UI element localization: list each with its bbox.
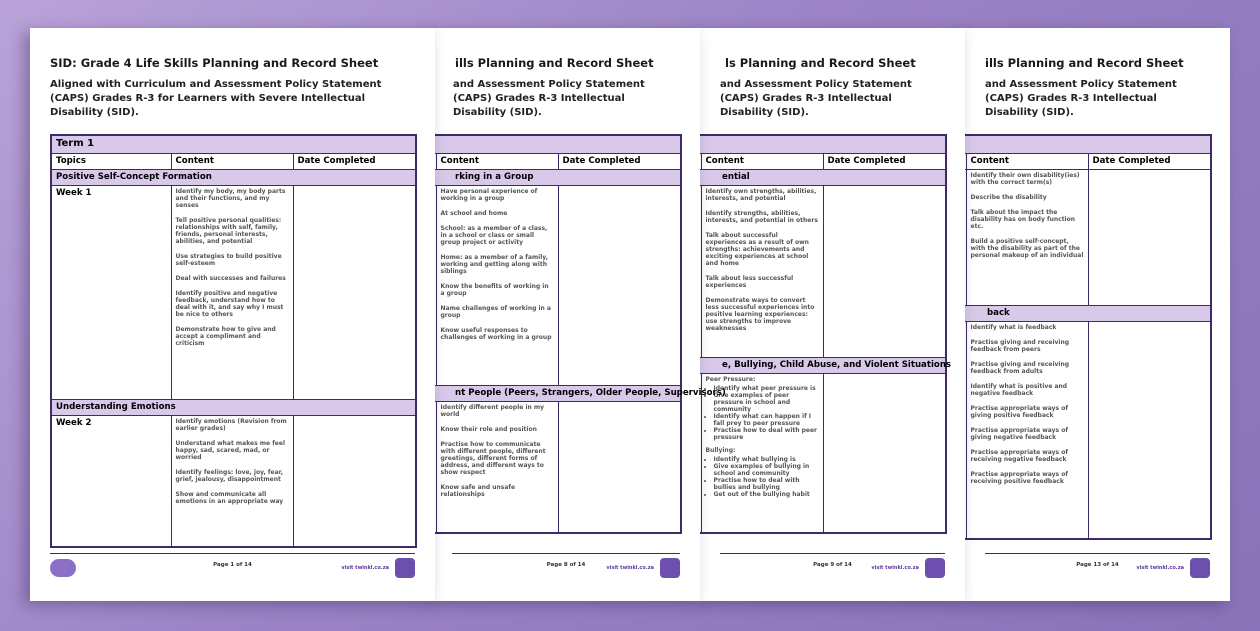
content-cell: Peer Pressure: • Identify what peer pressure is • Give examples of peer pressure in school and community • Identify what can happen if I fall prey to peer pressure • Practise how to deal with peer pressure Bullying: • Identify what bullying is • Give examples of bullying in school and community • Practise how to deal with bullies and bullying • Get out of the bullying habit	[701, 373, 823, 533]
week-label: Week 1	[51, 185, 171, 399]
section-heading: Positive Self-Concept Formation	[51, 169, 416, 185]
sheet-footer	[50, 553, 415, 575]
sheet-title: ills Planning and Record Sheet	[985, 56, 1184, 70]
sheet-footer	[985, 553, 1210, 575]
col-header-topics: Topics	[51, 153, 171, 169]
sheet-subtitle: and Assessment Policy Statement (CAPS) Grades R-3 Intellectual Disability (SID).	[720, 79, 912, 118]
sheet-footer	[720, 553, 945, 575]
term-heading: Term 1	[51, 135, 416, 153]
twinkl-badge-icon	[660, 558, 680, 578]
content-cell: Identify my body, my body parts and their functions, and my senses Tell positive personal qualities: relationships with self, family, friends, personal interests, abilities, and potential Use strategies to build positive self-esteem Deal with successes and failures Identify positive and negative feedback, understand how to deal with it, and say why I must be nice to others Demonstrate how to give and accept a compliment and criticism	[171, 185, 293, 399]
section-heading: back	[846, 305, 1211, 321]
section-heading: ential	[581, 169, 946, 185]
section-heading: e, Bullying, Child Abuse, and Violent Situations	[581, 357, 946, 373]
col-header-date: Date Completed	[293, 153, 416, 169]
col-header-date: Date Completed	[558, 153, 681, 169]
col-header-content: Content	[701, 153, 823, 169]
website-link: visit twinkl.co.za	[606, 564, 654, 571]
section-heading: rking in a Group	[316, 169, 681, 185]
page-sheet-1	[30, 28, 435, 601]
page-sheet-4	[965, 28, 1230, 601]
content-cell: Identify their own disability(ies) with the correct term(s) Describe the disability Talk about the impact the disability has on body function etc. Build a positive self-concept, with the disability as part of the personal makeup of an individual	[966, 169, 1088, 305]
page-number: Page 9 of 14	[813, 562, 852, 568]
col-header-content: Content	[966, 153, 1088, 169]
sheet-subtitle: and Assessment Policy Statement (CAPS) Grades R-3 Intellectual Disability (SID).	[453, 79, 645, 118]
twinkl-badge-icon	[395, 558, 415, 578]
col-header-content: Content	[171, 153, 293, 169]
sheet-subtitle: and Assessment Policy Statement (CAPS) Grades R-3 Intellectual Disability (SID).	[985, 79, 1177, 118]
sheet-title: SID: Grade 4 Life Skills Planning and Record Sheet	[50, 56, 379, 70]
sheet-title: ls Planning and Record Sheet	[725, 56, 916, 70]
planning-table	[50, 134, 417, 548]
col-header-date: Date Completed	[823, 153, 946, 169]
website-link: visit twinkl.co.za	[1136, 564, 1184, 571]
sheet-footer	[452, 553, 680, 575]
section-heading: Understanding Emotions	[51, 399, 416, 415]
week-label: Week 2	[51, 415, 171, 547]
twinkl-badge-icon	[1190, 558, 1210, 578]
section-heading: nt People (Peers, Strangers, Older People, Supervisors)	[316, 385, 681, 401]
website-link: visit twinkl.co.za	[341, 564, 389, 571]
sheet-title: ills Planning and Record Sheet	[455, 56, 654, 70]
date-cell[interactable]	[293, 185, 416, 399]
page-sheet-2	[432, 28, 726, 601]
website-link: visit twinkl.co.za	[871, 564, 919, 571]
date-cell[interactable]	[293, 415, 416, 547]
content-cell: Identify different people in my world Know their role and position Practise how to communicate with different people, different greetings, different forms of address, and different ways to show respect Know safe and unsafe relationships	[436, 401, 558, 533]
col-header-content: Content	[436, 153, 558, 169]
page-number: Page 8 of 14	[546, 562, 586, 568]
sheet-subtitle: Aligned with Curriculum and Assessment Policy Statement (CAPS) Grades R-3 for Learners with Severe Intellectual Disability (SID).	[50, 79, 382, 118]
twinkl-logo-icon	[50, 559, 76, 577]
content-cell: Identify what is feedback Practise giving and receiving feedback from peers Practise giving and receiving feedback from adults Identify what is positive and negative feedback Practise appropriate ways of giving positive feedback Practise appropriate ways of giving negative feedback Practise appropriate ways of receiving negative feedback Practise appropriate ways of receiving positive feedback	[966, 321, 1088, 539]
page-number: Page 13 of 14	[1076, 562, 1119, 568]
twinkl-badge-icon	[925, 558, 945, 578]
col-header-date: Date Completed	[1088, 153, 1211, 169]
content-cell: Identify emotions (Revision from earlier grades) Understand what makes me feel happy, sad, scared, mad, or worried Identify feelings: love, joy, fear, grief, jealousy, disappointment Show and communicate all emotions in an appropriate way	[171, 415, 293, 547]
content-cell: Identify own strengths, abilities, interests, and potential Identify strengths, abilities, interests, and potential in others Talk about successful experiences as a result of own strengths: achievements and exciting experiences at school and home Talk about less successful experiences Demonstrate ways to convert less successful experiences into positive learning experiences: use strengths to improve weaknesses	[701, 185, 823, 357]
content-cell: Have personal experience of working in a group At school and home School: as a member of a class, in a school or class or small group project or activity Home: as a member of a family, working and getting along with siblings Know the benefits of working in a group Name challenges of working in a group Know useful responses to challenges of working in a group	[436, 185, 558, 385]
page-number: Page 1 of 14	[213, 562, 252, 568]
page-sheet-3	[700, 28, 965, 601]
